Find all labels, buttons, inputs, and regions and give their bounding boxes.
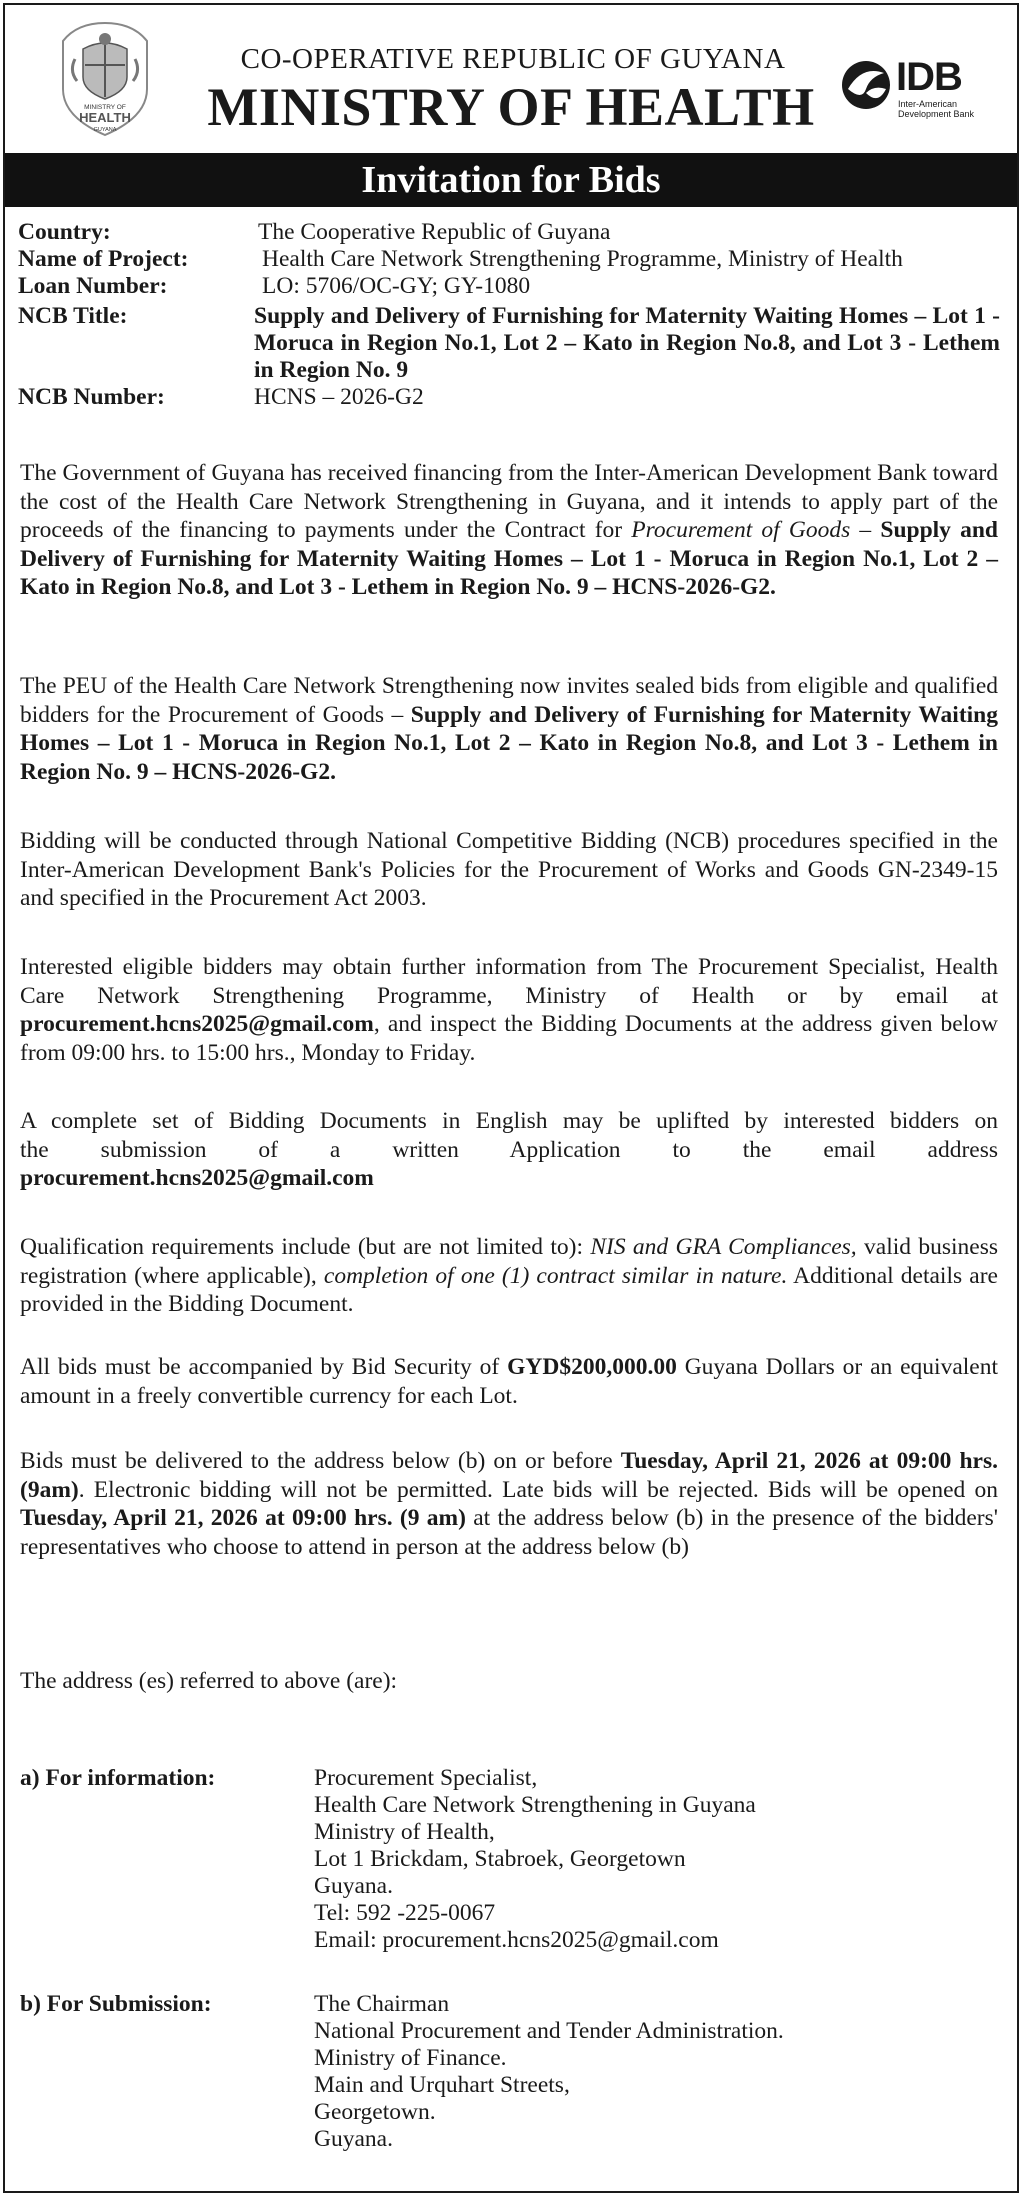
address-intro: The address (es) referred to above (are):	[20, 1668, 398, 1694]
ncb-title-label: NCB Title:	[18, 303, 128, 329]
qualification-italic2: completion of one (1) contract similar in nature.	[323, 1262, 788, 1289]
address-information	[20, 1765, 1010, 1954]
project-value: Health Care Network Strengthening Programme, Ministry of Health	[262, 246, 903, 272]
loan-row	[18, 273, 1008, 300]
invitation-bold: Supply and Delivery of Furnishing for Maternity Waiting Homes – Lot 1 - Moruca in Region No.1, Lot 2 – Kato in Region No.8, and Lot 3 - Lethem in Region No. 9 – HCNS-2026-G2.	[20, 701, 998, 785]
information-text: Interested eligible bidders may obtain further information from The Procurement Specialist, Health Care Network Strengthening Programme, Ministry of Health or by email at	[20, 954, 998, 1009]
project-row	[18, 246, 1008, 273]
ncb-number-row	[18, 384, 1008, 411]
logo-health-text: HEALTH	[79, 110, 131, 125]
documents-email: procurement.hcns2025@gmail.com	[20, 1165, 374, 1191]
address-a-line: Lot 1 Brickdam, Stabroek, Georgetown	[314, 1846, 686, 1872]
qualification-italic1: NIS and GRA Compliances,	[590, 1234, 857, 1260]
qualification-plain: valid business registration (where applicable),	[20, 1234, 999, 1289]
address-b-line: Main and Urquhart Streets,	[314, 2072, 570, 2098]
country-label: Country:	[18, 219, 111, 245]
documents-line2: the submission of a written Application to the email address	[20, 1136, 998, 1163]
ncb-title-value: Supply and Delivery of Furnishing for Maternity Waiting Homes – Lot 1 - Moruca in Region No.1, Lot 2 – Kato in Region No.8, and Lot 3 - Lethem in Region No. 9	[254, 303, 1000, 383]
financing-bold: Supply and Delivery of Furnishing for Maternity Waiting Homes – Lot 1 - Moruca in Region No.1, Lot 2 – Kato in Region No.8, and Lot 3 - Lethem in Region No. 9 – HCNS-2026-G2.	[20, 517, 999, 600]
financing-text: The Government of Guyana has received financing from the Inter-American Development Bank toward the cost of the Health Care Network Strengthening in Guyana, and it intends to apply part of the proceeds of the financing to payments under the Contract for	[20, 460, 998, 543]
country-row	[18, 219, 1008, 246]
paragraph-information	[20, 953, 998, 1067]
loan-value: LO: 5706/OC-GY; GY-1080	[262, 273, 531, 299]
paragraph-qualification	[20, 1233, 998, 1319]
submission-after: at the address below (b) in the presence of the bidders' representatives who choose to attend in person at the address below (b)	[20, 1505, 999, 1560]
address-a-line: Procurement Specialist,	[314, 1765, 538, 1791]
security-text: All bids must be accompanied by Bid Security of	[20, 1354, 500, 1380]
submission-deadline: Tuesday, April 21, 2026 at 09:00 hrs. (9am)	[20, 1448, 998, 1503]
paragraph-security	[20, 1353, 998, 1410]
ncb-number-label: NCB Number:	[18, 384, 165, 410]
advertisement-frame	[3, 3, 1019, 2193]
address-b-line: National Procurement and Tender Administration.	[314, 2018, 784, 2044]
paragraph-invitation	[20, 672, 998, 786]
page-title-banner: Invitation for Bids	[5, 153, 1017, 207]
address-a-line: Email: procurement.hcns2025@gmail.com	[314, 1927, 719, 1953]
financing-italic: Procurement of Goods	[631, 517, 851, 543]
qualification-after: Additional details are provided in the Bidding Document.	[20, 1262, 998, 1317]
address-submission	[20, 1991, 1010, 2153]
address-b-line: The Chairman	[314, 1991, 450, 2017]
country-value: The Cooperative Republic of Guyana	[258, 219, 611, 245]
idb-subtitle: Inter-American Development Bank	[898, 99, 975, 119]
paragraph-financing	[20, 459, 998, 602]
project-details	[18, 219, 1008, 411]
address-b-line: Ministry of Finance.	[314, 2045, 507, 2071]
invitation-text: The PEU of the Health Care Network Strengthening now invites sealed bids from eligible and qualified bidders for the Procurement of Goods –	[20, 673, 998, 728]
republic-title: CO-OPERATIVE REPUBLIC OF GUYANA	[240, 43, 786, 75]
ncb-number-value: HCNS – 2026-G2	[254, 384, 424, 410]
opening-date: Tuesday, April 21, 2026 at 09:00 hrs. (9 am)	[20, 1505, 466, 1531]
security-after: Guyana Dollars or an equivalent amount in a freely convertible currency for each Lot.	[20, 1354, 999, 1409]
idb-mark-icon	[840, 59, 892, 111]
loan-label: Loan Number:	[18, 273, 168, 299]
address-b-label: b) For Submission:	[20, 1991, 212, 2017]
qualification-text: Qualification requirements include (but are not limited to):	[20, 1234, 583, 1260]
address-a-line: Guyana.	[314, 1873, 393, 1899]
address-b-line: Georgetown.	[314, 2099, 436, 2125]
address-b-lines	[314, 1991, 1010, 2153]
ministry-title: MINISTRY OF HEALTH	[207, 77, 815, 137]
header	[5, 5, 1017, 153]
address-b-line: Guyana.	[314, 2126, 393, 2152]
address-a-line: Tel: 592 -225-0067	[314, 1900, 496, 1926]
address-a-line: Health Care Network Strengthening in Guyana	[314, 1792, 756, 1818]
logo-top-text: MINISTRY OF	[84, 104, 126, 111]
financing-dash: –	[850, 517, 881, 543]
address-a-line: Ministry of Health,	[314, 1819, 495, 1845]
paragraph-documents	[20, 1107, 998, 1193]
information-email: procurement.hcns2025@gmail.com	[20, 1011, 374, 1037]
documents-line1: A complete set of Bidding Documents in English may be uplifted by interested bidders on	[20, 1108, 998, 1134]
address-a-lines	[314, 1765, 1010, 1954]
paragraph-bidding: Bidding will be conducted through National Competitive Bidding (NCB) procedures specified in the Inter-American Development Bank's Policies for the Procurement of Works and Goods GN-2349-15 and specified in the Procurement Act 2003.	[20, 828, 998, 911]
paragraph-submission	[20, 1447, 998, 1561]
ncb-title-row	[18, 303, 1008, 384]
address-a-label: a) For information:	[20, 1765, 216, 1791]
submission-mid: . Electronic bidding will not be permitted. Late bids will be rejected. Bids will be opened on	[78, 1476, 998, 1503]
idb-logo	[840, 57, 990, 129]
project-label: Name of Project:	[18, 246, 189, 272]
idb-name: IDB	[896, 55, 962, 99]
information-after: , and inspect the Bidding Documents at the address given below from 09:00 hrs. to 15:00 hrs., Monday to Friday.	[20, 1011, 998, 1066]
security-amount: GYD$200,000.00	[507, 1354, 677, 1380]
submission-text: Bids must be delivered to the address below (b) on or before	[20, 1448, 613, 1474]
logo-bottom-text: GUYANA	[93, 127, 117, 133]
